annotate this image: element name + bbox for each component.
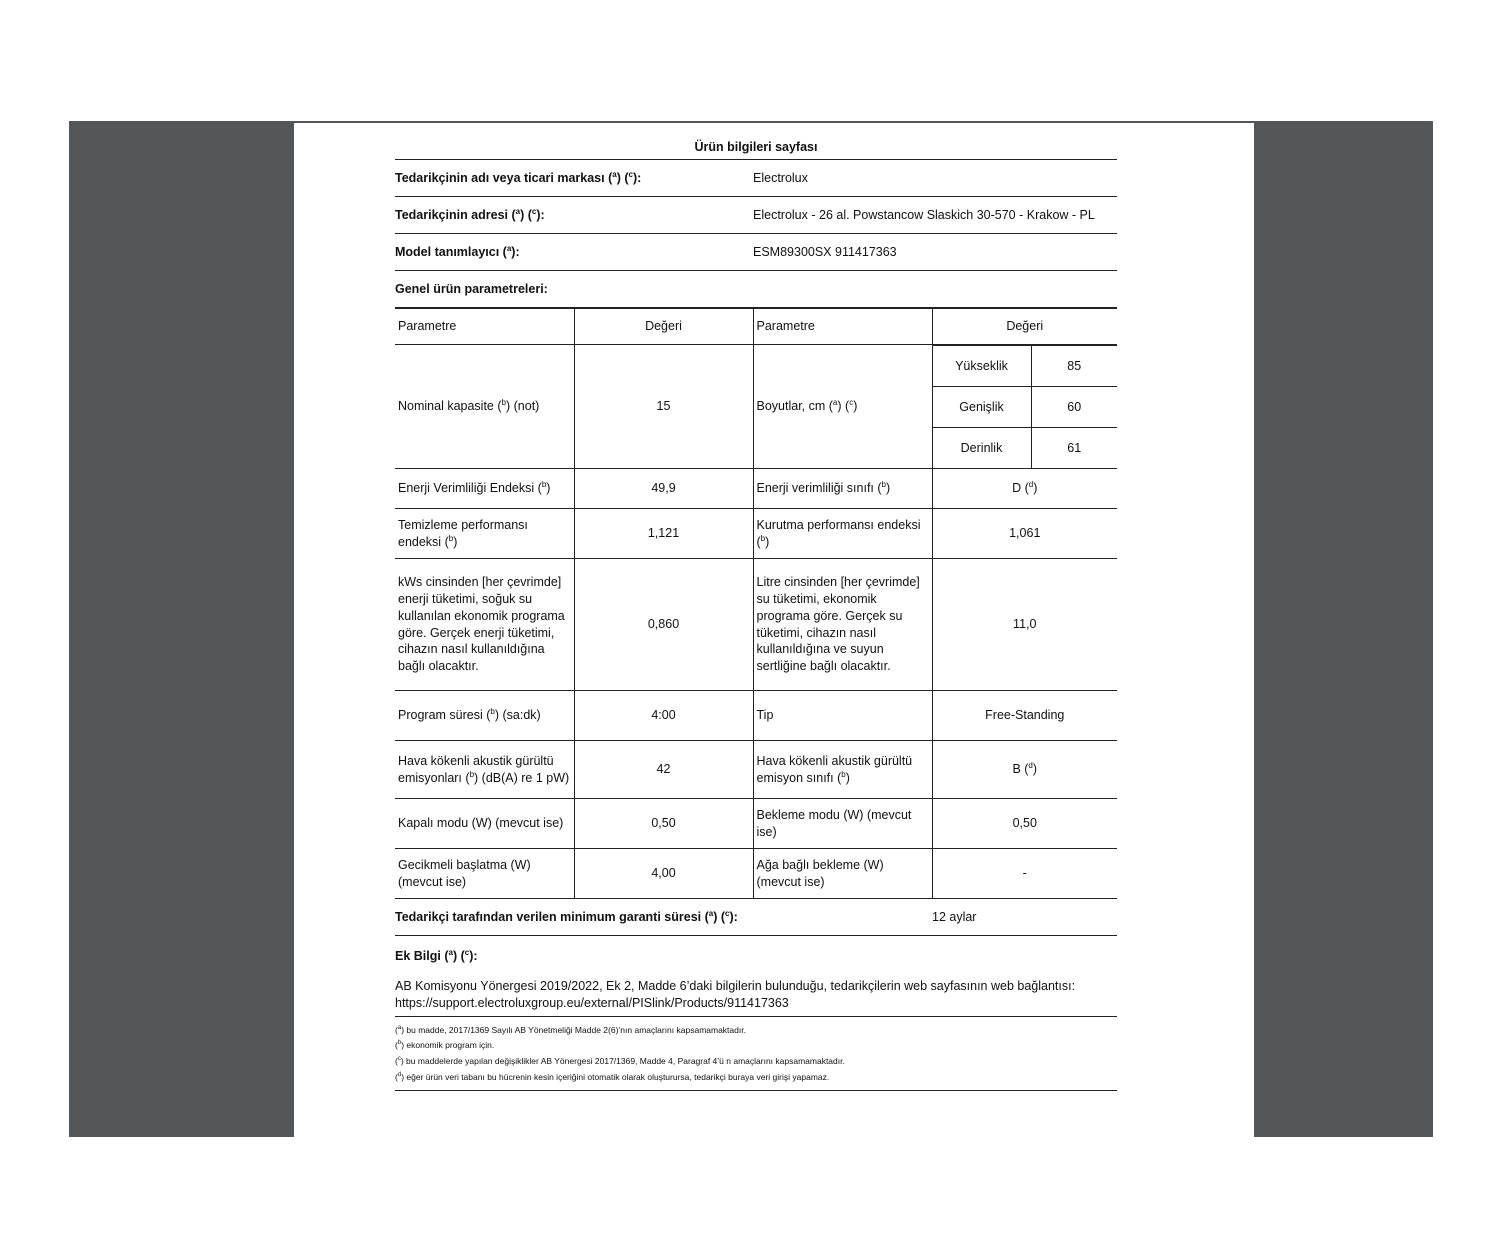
- noise-label-cell: Hava kökenli akustik gürültü emisyonları ($^b$) (dB(A) re 1 pW): [395, 741, 574, 799]
- dimensions-label-cell: Boyutlar, cm ($^a$) ($^c$): [753, 345, 932, 469]
- document-page: [294, 123, 1254, 1137]
- supplier-name-value: Electrolux: [753, 170, 808, 185]
- footnote-a: ($^a$) bu madde, 2017/1369 Sayılı AB Yönetmeliği Madde 2(6)’nın amaçlarını kapsamamaktadır.: [395, 1024, 746, 1035]
- capacity-suffix: (not): [513, 399, 540, 414]
- standby-value: 0,50: [932, 799, 1117, 849]
- footnote-d-text: eğer ürün veri tabanı bu hücrenin kesin içeriğini otomatik olarak oluşturursa, tedarikçi buraya veri girişi yapamaz.: [406, 1071, 830, 1082]
- delay-start-label: Gecikmeli başlatma (W) (mevcut ise): [395, 849, 574, 899]
- cleaning-label: Temizleme performansı endeksi: [398, 517, 528, 549]
- energy-consumption-label: kWs cinsinden [her çevrimde] enerji tüketimi, soğuk su kullanılan ekonomik programa göre. Gerçek enerji tüketimi, cihazın nasıl kullanıldığına bağlı olacaktır.: [395, 559, 574, 691]
- off-mode-label: Kapalı modu (W) (mevcut ise): [395, 799, 574, 849]
- capacity-value: 15: [574, 345, 753, 469]
- footnote-c-text: bu maddelerde yapılan değişiklikler AB Yönergesi 2017/1369, Madde 4, Paragraf 4’ü n amaçlarını kapsamamaktadır.: [406, 1056, 845, 1067]
- table-row: [395, 509, 1117, 559]
- dimensions-table: [933, 345, 1118, 468]
- width-value: 60: [1031, 387, 1117, 428]
- supplier-address-label: Tedarikçinin adresi: [395, 207, 509, 222]
- supplier-address-row: Tedarikçinin adresi ($^a$) ($^c$): Electrolux - 26 al. Powstancow Slaskich 30-570 - Krakow - PL: [395, 197, 1117, 234]
- eei-label-cell: Enerji Verimliliği Endeksi ($^b$): [395, 469, 574, 509]
- footnote-b: ($^b$) ekonomik program için.: [395, 1040, 495, 1051]
- table-row: [395, 741, 1117, 799]
- supplier-address-value: Electrolux - 26 al. Powstancow Slaskich 30-570 - Krakow - PL: [753, 207, 1095, 222]
- program-label-cell: Program süresi ($^b$) (sa:dk): [395, 691, 574, 741]
- depth-label: Derinlik: [933, 428, 1032, 469]
- extra-info-text: AB Komisyonu Yönergesi 2019/2022, Ek 2, Madde 6’daki bilgilerin bulunduğu, tedarikçilerin web sayfasının web bağlantısı: https://support.electroluxgroup.eu/external/PISlink/Products/911417363: [395, 978, 1117, 1017]
- water-consumption-value: 11,0: [932, 559, 1117, 691]
- footnote-d: ($^d$) eğer ürün veri tabanı bu hücrenin kesin içeriğini otomatik olarak oluşturursa, tedarikçi buraya veri girişi yapamaz.: [395, 1071, 830, 1082]
- height-value: 85: [1031, 346, 1117, 387]
- noise-class-value: B: [1012, 762, 1021, 777]
- energy-consumption-value: 0,860: [574, 559, 753, 691]
- energy-class-label-cell: Enerji verimliliği sınıfı ($^b$): [753, 469, 932, 509]
- drying-label: Kurutma performansı endeksi: [756, 517, 921, 532]
- footnotes: [395, 1017, 1117, 1091]
- dimensions-label: Boyutlar, cm: [756, 399, 826, 414]
- width-label: Genişlik: [933, 387, 1032, 428]
- model-label: Model tanımlayıcı: [395, 244, 500, 259]
- noise-suffix: (dB(A) re 1 pW): [481, 770, 570, 785]
- noise-class-label-cell: Hava kökenli akustik gürültü emisyon sınıfı ($^b$): [753, 741, 932, 799]
- table-row: [395, 559, 1117, 691]
- capacity-label: Nominal kapasite: [398, 399, 494, 414]
- supplier-name-row: Tedarikçinin adı veya ticari markası ($^a$) ($^c$): Electrolux: [395, 160, 1117, 197]
- delay-start-value: 4,00: [574, 849, 753, 899]
- network-standby-label: Ağa bağlı bekleme (W) (mevcut ise): [753, 849, 932, 899]
- cleaning-label-cell: Temizleme performansı endeksi ($^b$): [395, 509, 574, 559]
- footnote-c: ($^c$) bu maddelerde yapılan değişiklikler AB Yönergesi 2017/1369, Madde 4, Paragraf 4’ü n amaçlarını kapsamamaktadır.: [395, 1056, 845, 1067]
- warranty-label: Tedarikçi tarafından verilen minimum garanti süresi: [395, 909, 702, 924]
- header-value-1: Değeri: [574, 309, 753, 345]
- general-params-label: Genel ürün parametreleri:: [395, 271, 1117, 308]
- noise-class-cell: B ($^d$): [932, 741, 1117, 799]
- extra-info-label: Ek Bilgi: [395, 949, 441, 963]
- product-info-sheet: [395, 135, 1117, 1091]
- drying-value: 1,061: [932, 509, 1117, 559]
- height-label: Yükseklik: [933, 346, 1032, 387]
- energy-class-cell: D ($^d$): [932, 469, 1117, 509]
- program-value: 4:00: [574, 691, 753, 741]
- drying-label-cell: Kurutma performansı endeksi ($^b$): [753, 509, 932, 559]
- footnote-a-text: bu madde, 2017/1369 Sayılı AB Yönetmeliği Madde 2(6)’nın amaçlarını kapsamamaktadır.: [406, 1024, 746, 1035]
- noise-class-label: Hava kökenli akustik gürültü emisyon sınıfı: [756, 753, 913, 785]
- header-param-1: Parametre: [395, 309, 574, 345]
- eei-label: Enerji Verimliliği Endeksi: [398, 481, 535, 496]
- table-row: [395, 799, 1117, 849]
- model-row: Model tanımlayıcı ($^a$): ESM89300SX 911417363: [395, 234, 1117, 271]
- type-value: Free-Standing: [932, 691, 1117, 741]
- noise-value: 42: [574, 741, 753, 799]
- noise-label: Hava kökenli akustik gürültü emisyonları: [398, 753, 554, 785]
- dimensions-cell: [932, 345, 1117, 469]
- header-value-2: Değeri: [932, 309, 1117, 345]
- eei-value: 49,9: [574, 469, 753, 509]
- model-value: ESM89300SX 911417363: [753, 244, 897, 259]
- capacity-label-cell: Nominal kapasite ($^b$) (not): [395, 345, 574, 469]
- warranty-value: 12 aylar: [932, 909, 977, 924]
- cleaning-value: 1,121: [574, 509, 753, 559]
- network-standby-value: -: [932, 849, 1117, 899]
- energy-class-label: Enerji verimliliği sınıfı: [756, 481, 874, 496]
- standby-label: Bekleme modu (W) (mevcut ise): [753, 799, 932, 849]
- table-header-row: [395, 309, 1117, 345]
- off-mode-value: 0,50: [574, 799, 753, 849]
- water-consumption-label: Litre cinsinden [her çevrimde] su tüketimi, ekonomik programa göre. Gerçek su tüketimi, cihazın nasıl kullanıldığına ve suyun sertliğine bağlı olacaktır.: [753, 559, 932, 691]
- table-row: [395, 849, 1117, 899]
- warranty-row: Tedarikçi tarafından verilen minimum garanti süresi ($^a$) ($^c$): 12 aylar: [395, 899, 1117, 936]
- footnote-b-text: ekonomik program için.: [406, 1040, 495, 1051]
- params-table: [395, 308, 1117, 899]
- header-param-2: Parametre: [753, 309, 932, 345]
- table-row: [395, 691, 1117, 741]
- program-suffix: (sa:dk): [502, 708, 541, 723]
- table-row: [395, 345, 1117, 469]
- program-label: Program süresi: [398, 708, 483, 723]
- type-label: Tip: [753, 691, 932, 741]
- extra-info-heading: Ek Bilgi ($^a$) ($^c$):: [395, 947, 478, 963]
- page-title: Ürün bilgileri sayfası: [395, 135, 1117, 160]
- energy-class-value: D: [1012, 481, 1022, 496]
- supplier-name-label: Tedarikçinin adı veya ticari markası: [395, 170, 605, 185]
- table-row: [395, 469, 1117, 509]
- depth-value: 61: [1031, 428, 1117, 469]
